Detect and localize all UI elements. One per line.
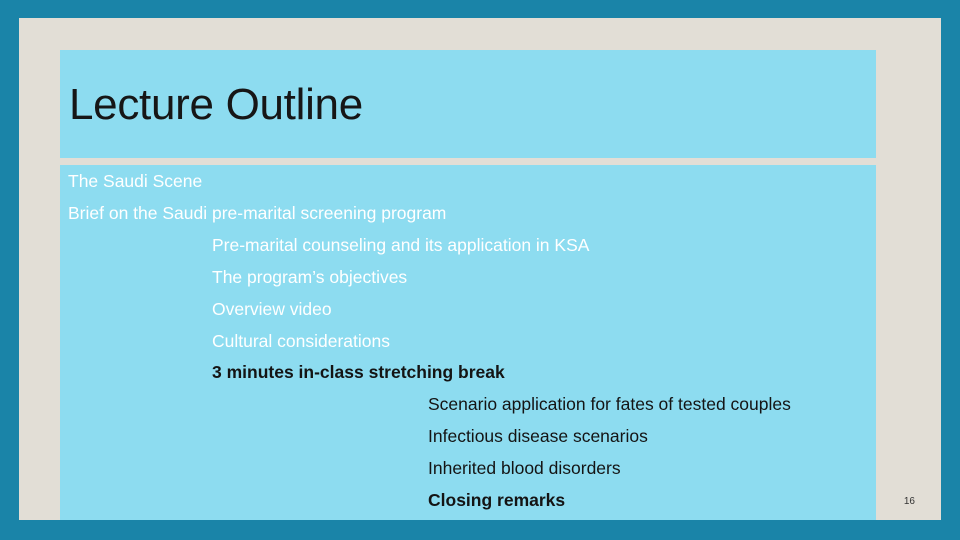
outline-item: Overview video: [212, 299, 332, 319]
slide-title: Lecture Outline: [69, 80, 363, 129]
outline-panel: [60, 165, 876, 520]
slide-number: 16: [903, 496, 915, 507]
outline-item: Scenario application for fates of tested couples: [428, 394, 791, 414]
title-panel: [60, 50, 876, 158]
outline-item: The program’s objectives: [212, 267, 408, 287]
outline-item: Inherited blood disorders: [428, 458, 621, 478]
outline-item: The Saudi Scene: [68, 171, 203, 191]
slide: [19, 18, 941, 520]
outline-item: 3 minutes in-class stretching break: [212, 362, 505, 382]
outline-item: Closing remarks: [428, 490, 566, 510]
outline-item: Pre-marital counseling and its application in KSA: [212, 235, 590, 255]
outline-item: Brief on the Saudi pre-marital screening program: [68, 203, 447, 223]
outline-item: Infectious disease scenarios: [428, 426, 648, 446]
outline-item: Cultural considerations: [212, 331, 391, 351]
